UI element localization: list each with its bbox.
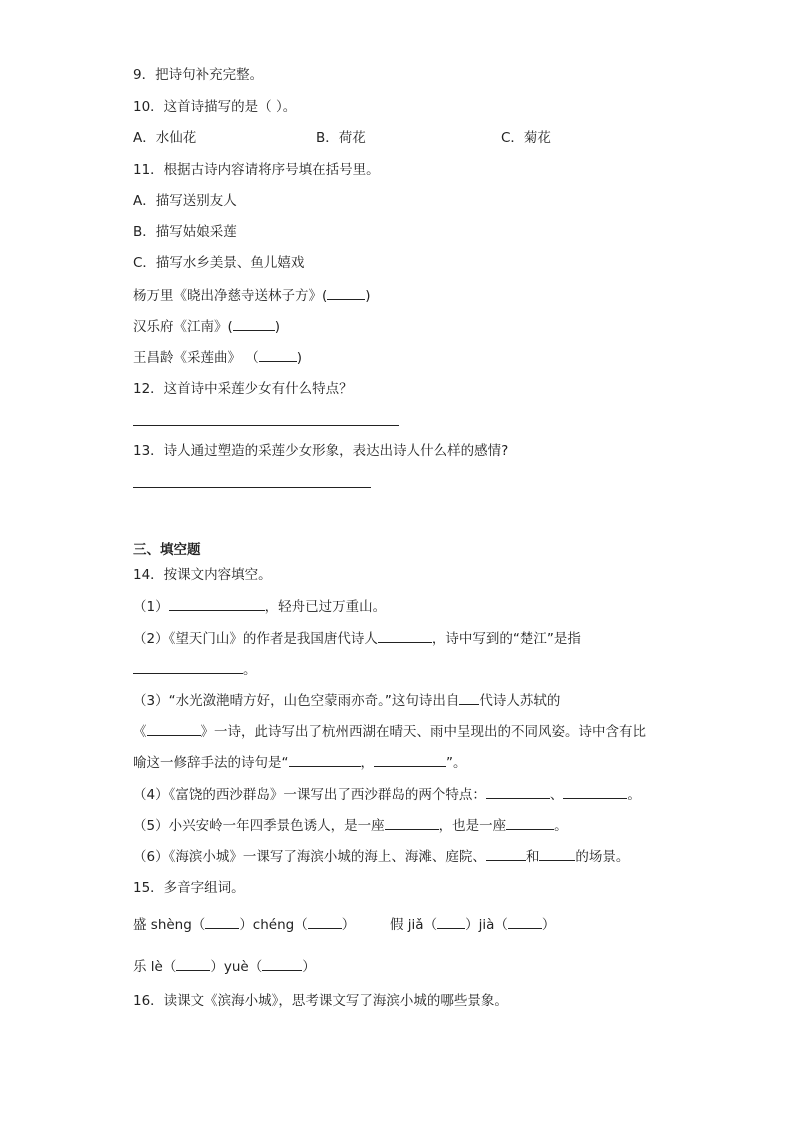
question-11: 11．根据古诗内容请将序号填在括号里。 xyxy=(133,162,380,178)
answer-blank[interactable] xyxy=(262,957,302,971)
question-13: 13．诗人通过塑造的采莲少女形象，表达出诗人什么样的感情? xyxy=(133,443,509,459)
answer-blank[interactable] xyxy=(289,753,361,767)
answer-blank[interactable] xyxy=(147,722,201,736)
q15-line-2: 乐 lè（ ）yuè（ ） xyxy=(133,959,316,975)
answer-blank[interactable] xyxy=(486,785,550,799)
question-12: 12．这首诗中采莲少女有什么特点？ xyxy=(133,381,353,397)
answer-blank[interactable] xyxy=(437,915,465,929)
q14-part-2: （2）《望天门山》的作者是我国唐代诗人 ，诗中写到的“楚江”是指 xyxy=(133,631,581,647)
answer-blank[interactable] xyxy=(176,957,210,971)
question-15: 15．多音字组词。 xyxy=(133,880,245,896)
q11-option-a: A．描写送别友人 xyxy=(133,193,237,209)
answer-blank[interactable] xyxy=(327,286,365,300)
question-9: 9．把诗句补充完整。 xyxy=(133,67,264,83)
answer-blank[interactable] xyxy=(169,597,265,611)
answer-blank[interactable] xyxy=(385,816,439,830)
question-14: 14．按课文内容填空。 xyxy=(133,567,272,583)
q14-part-4: （4）《富饶的西沙群岛》一课写出了西沙群岛的两个特点： 、 。 xyxy=(133,787,641,803)
q11-option-c: C．描写水乡美景、鱼儿嬉戏 xyxy=(133,255,305,271)
q14-part-3-cont2: 喻这一修辞手法的诗句是“ ， ”。 xyxy=(133,755,467,771)
q15-line-1: 盛 shèng（ ）chéng（ ） xyxy=(133,917,356,933)
q11-item-2: 汉乐府《江南》( ) xyxy=(133,319,281,335)
q11-item-1-text: 杨万里《晓出净慈寺送林子方》( xyxy=(133,288,328,304)
answer-blank[interactable] xyxy=(506,816,554,830)
answer-blank[interactable] xyxy=(486,847,526,861)
answer-blank[interactable] xyxy=(378,629,432,643)
q11-item-2-text: 汉乐府《江南》( xyxy=(133,319,233,335)
q10-option-b: B．荷花 xyxy=(316,130,366,146)
answer-blank[interactable] xyxy=(259,348,297,362)
answer-line[interactable] xyxy=(133,425,399,426)
answer-blank[interactable] xyxy=(563,785,627,799)
q10-option-c: C．菊花 xyxy=(501,130,551,146)
answer-blank[interactable] xyxy=(133,660,243,674)
answer-line[interactable] xyxy=(133,487,371,488)
answer-blank[interactable] xyxy=(233,317,275,331)
q11-item-1: 杨万里《晓出净慈寺送林子方》( ) xyxy=(133,288,371,304)
answer-blank[interactable] xyxy=(508,915,542,929)
q10-option-a: A．水仙花 xyxy=(133,130,197,146)
answer-blank[interactable] xyxy=(205,915,239,929)
q14-part-1: （1） ，轻舟已过万重山。 xyxy=(133,599,387,615)
q14-part-2-cont: 。 xyxy=(133,660,257,679)
answer-blank[interactable] xyxy=(308,915,342,929)
answer-blank[interactable] xyxy=(539,847,575,861)
q14-part-6: （6）《海滨小城》一课写了海滨小城的海上、海滩、庭院、 和 的场景。 xyxy=(133,849,630,865)
answer-blank[interactable] xyxy=(374,753,446,767)
q14-part-3: （3）“水光潋滟晴方好，山色空蒙雨亦奇。”这句诗出自 代诗人苏轼的 xyxy=(133,693,561,709)
section-title: 三、填空题 xyxy=(133,542,201,558)
q11-item-3: 王昌龄《采莲曲》 （ ) xyxy=(133,350,303,366)
q11-item-3-text: 王昌龄《采莲曲》 （ xyxy=(133,350,259,366)
q11-option-b: B．描写姑娘采莲 xyxy=(133,224,237,240)
question-10: 10．这首诗描写的是（ ）。 xyxy=(133,99,297,115)
q14-part-5: （5）小兴安岭一年四季景色诱人，是一座 ，也是一座 。 xyxy=(133,818,568,834)
answer-blank[interactable] xyxy=(459,691,479,705)
question-16: 16．读课文《滨海小城》，思考课文写了海滨小城的哪些景象。 xyxy=(133,993,508,1009)
q15-line-1-b: 假 jiǎ（ ）jià（ ） xyxy=(390,917,556,933)
q14-part-3-cont: 《 》一诗，此诗写出了杭州西湖在晴天、雨中呈现出的不同风姿。诗中含有比 xyxy=(133,724,646,740)
